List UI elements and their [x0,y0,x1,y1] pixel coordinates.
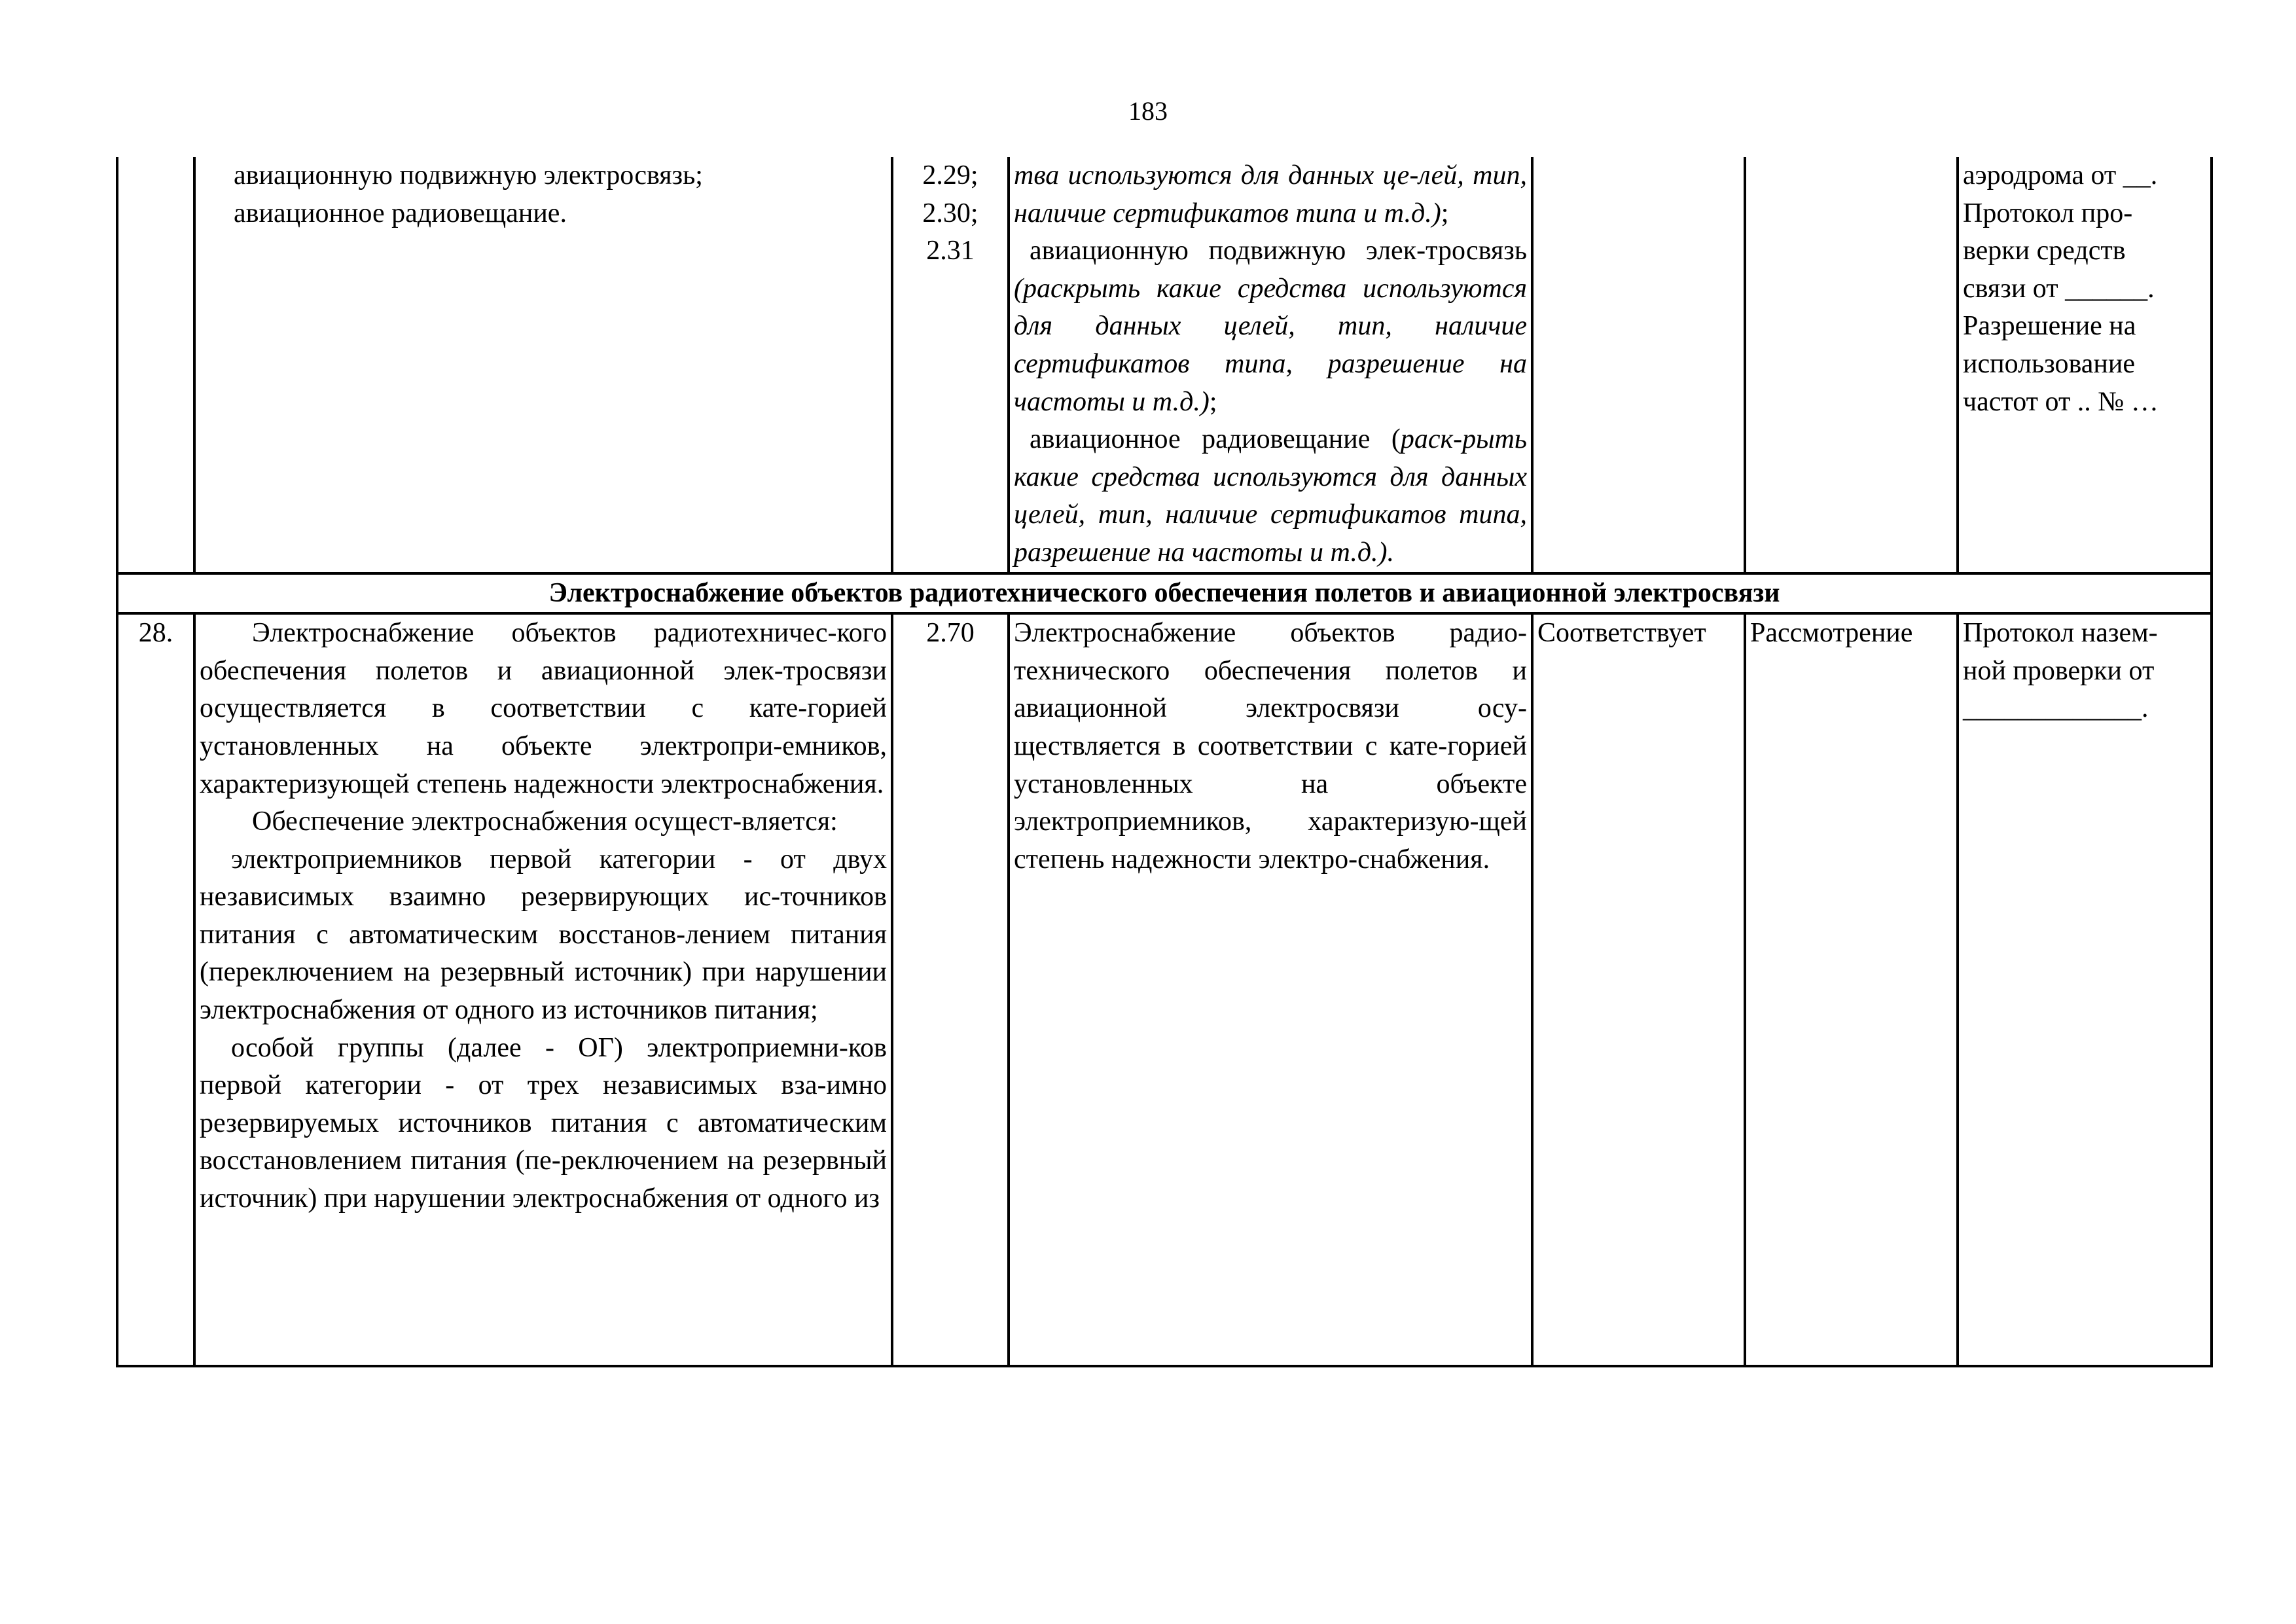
cell-refs [892,157,1009,573]
requirement-paragraph: Обеспечение электроснабжения осущест-вляется: [252,806,838,837]
row-number: 28. [117,613,194,1366]
details-italic: раск-рыть какие средства используются для данных целей, тип, наличие сертификатов типа, разрешение на частоты и т.д.). [1014,424,1527,568]
evidence-line: ной проверки от [1963,655,2155,686]
continuation-row [117,157,2212,573]
details-paragraph [1014,232,1527,421]
requirement-paragraph: электроприемников первой категории - от двух независимых взаимно резервирующих ис-точников питания с автоматическим восстанов-лением питания (переключением на резервный источник) при нарушении электроснабжения от одного из источников питания; [200,844,887,1026]
requirement-paragraph: Электроснабжение объектов радиотехничес-кого обеспечения полетов и авиационной элек-тросвязи осуществляется в соответствии с кате-горией установленных на объекте электропри-емников, характеризующей степень надежности электроснабжения. [200,618,887,799]
evidence-line: Разрешение на [1963,311,2136,342]
cell-requirement [194,613,892,1366]
details-paragraph [1014,157,1527,232]
cell-details [1009,157,1532,573]
section-heading: Электроснабжение объектов радиотехнического обеспечения полетов и авиационной электросвязи [117,573,2212,614]
ref-line: 2.29; [922,160,978,190]
section-row [117,573,2212,614]
details-text: ; [1209,386,1217,417]
evidence-line: _____________. [1963,693,2149,724]
subject-line: авиационную подвижную электросвязь; [234,160,703,190]
cell-details: Электроснабжение объектов радио-технического обеспечения полетов и авиационной электросвязи осу-ществляется в соответствии с кате-горией установленных на объекте электроприемников, характеризую-щей степень надежности электро-снабжения. [1009,613,1532,1366]
cell-ref: 2.70 [892,613,1009,1366]
cell-number [117,157,194,573]
compliance-table [116,157,2213,1367]
subject-line: авиационное радиовещание. [234,198,567,228]
details-text: ; [1441,198,1449,228]
details-text: авиационное радиовещание ( [1030,424,1401,455]
details-italic: (раскрыть какие средства используются для данных целей, тип, наличие сертификатов типа, разрешение на частоты и т.д.) [1014,273,1527,417]
evidence-line: частот от .. № … [1963,386,2159,417]
evidence-line: аэродрома от __. [1963,160,2158,190]
cell-method: Рассмотрение [1745,613,1958,1366]
evidence-line: Протокол назем- [1963,618,2158,649]
cell-method [1745,157,1958,573]
cell-status [1532,157,1745,573]
evidence-line: верки средств [1963,236,2126,266]
ref-line: 2.31 [926,236,975,266]
evidence-line: использование [1963,348,2136,379]
page-number: 183 [1128,96,1168,126]
cell-evidence [1958,157,2212,573]
requirement-paragraph: особой группы (далее - ОГ) электроприемни-ков первой категории - от трех независимых вза-имно резервируемых источников питания с автоматическим восстановлением питания (пе-реключением на резервный источник) при нарушении электроснабжения от одного из [200,1032,887,1214]
details-text: авиационную подвижную элек-тросвязь [1030,236,1527,266]
ref-line: 2.30; [922,198,978,228]
evidence-line: связи от ______. [1963,273,2155,304]
details-italic: тва используются для данных це-лей, тип, наличие сертификатов типа и т.д.) [1014,160,1527,228]
table-row [117,613,2212,1366]
cell-subject [194,157,892,573]
cell-status: Соответствует [1532,613,1745,1366]
cell-evidence [1958,613,2212,1366]
details-paragraph [1014,421,1527,571]
evidence-line: Протокол про- [1963,198,2133,228]
